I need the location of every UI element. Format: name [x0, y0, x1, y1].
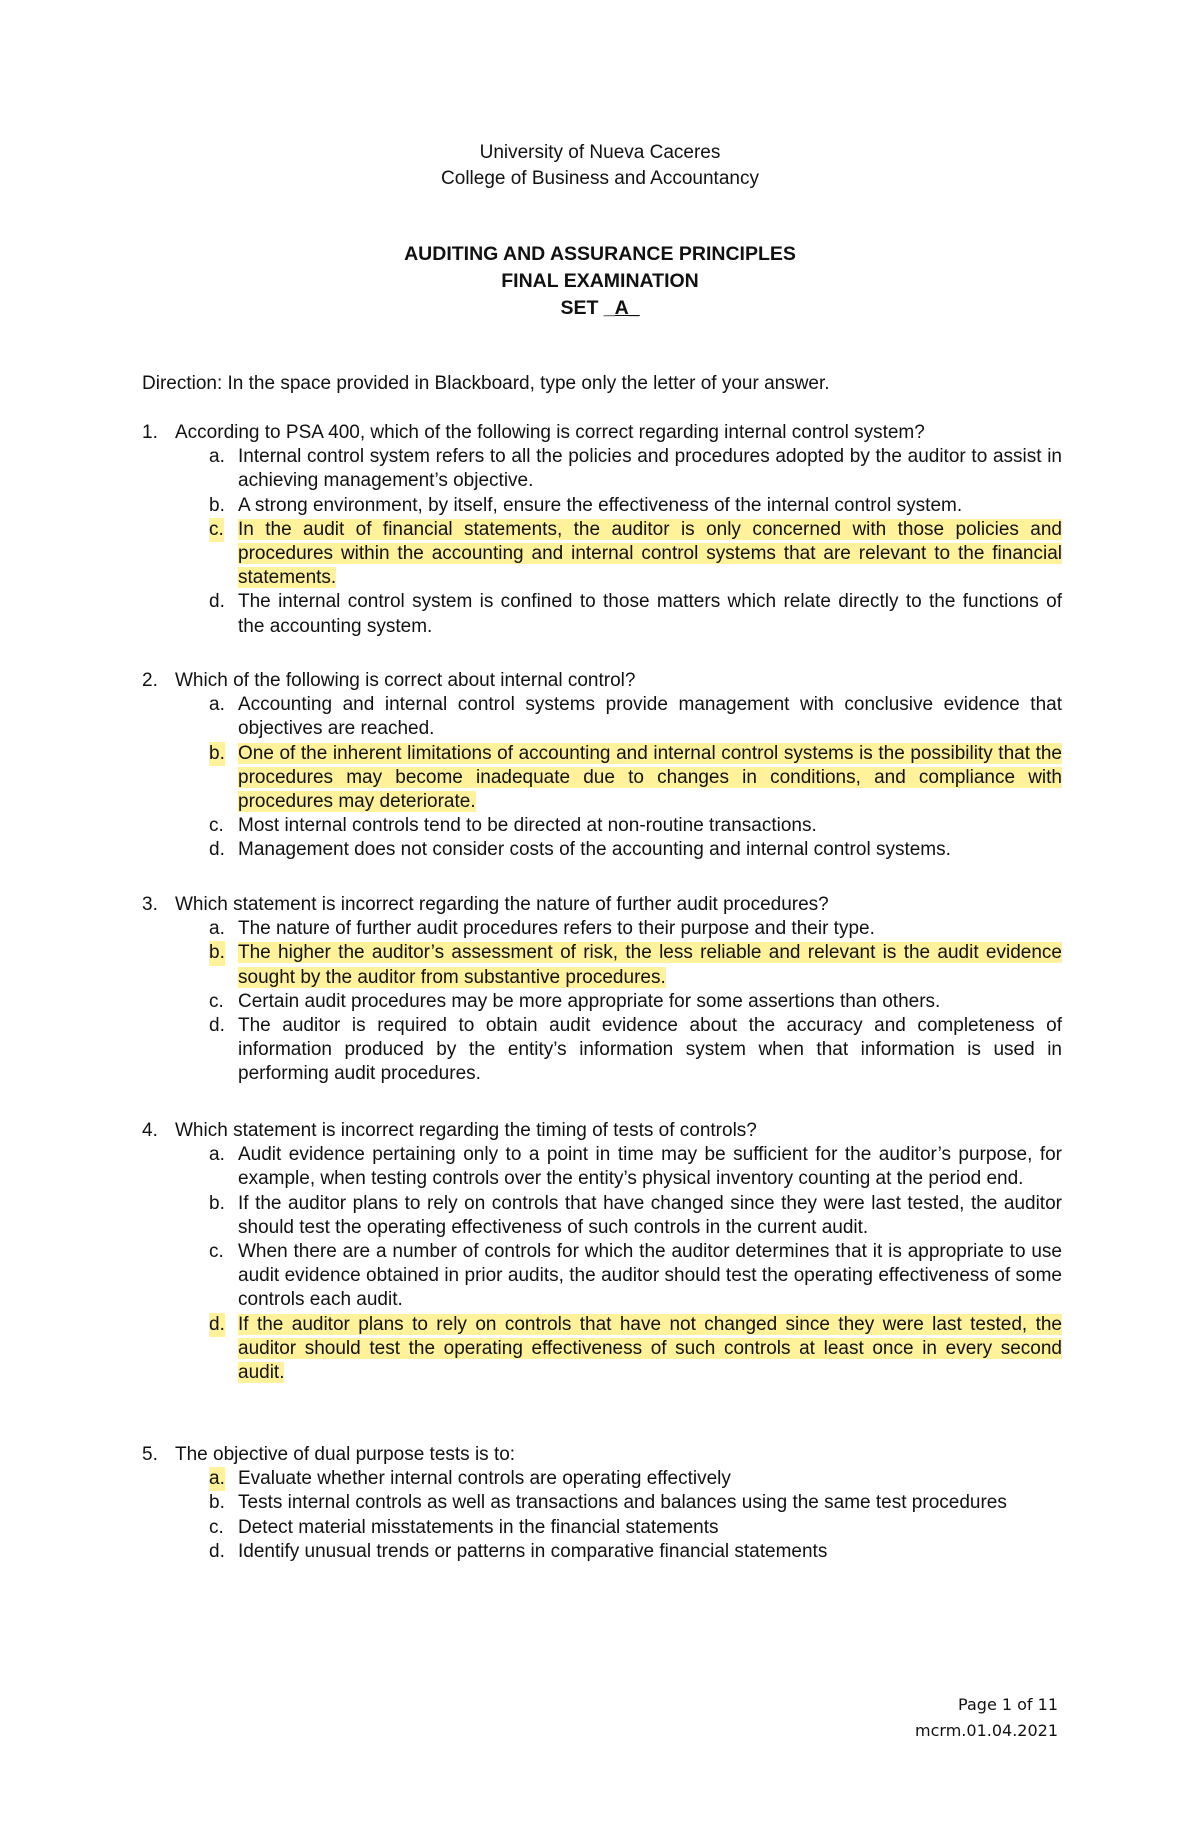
- page-number: Page 1 of 11: [958, 1695, 1058, 1714]
- option-a: [209, 445, 1062, 493]
- option-letter: d.: [209, 1313, 225, 1337]
- set-line: [0, 295, 1200, 322]
- option-letter: a.: [209, 694, 225, 716]
- option-text: Most internal controls tend to be directed at non-routine transactions.: [238, 815, 817, 837]
- document-code: mcrm.01.04.2021: [915, 1721, 1058, 1740]
- question-number: 3.: [142, 894, 158, 915]
- option-c: [209, 1516, 1062, 1540]
- option-d-highlighted: [209, 1313, 1062, 1386]
- option-a: [209, 693, 1062, 741]
- option-letter: a.: [209, 1467, 225, 1491]
- option-text: When there are a number of controls for which the auditor determines that it is appropriate to use audit evidence obtained in prior audits, the auditor should test the operating effectiveness of some controls each audit.: [238, 1241, 1062, 1311]
- option-b-highlighted: [209, 941, 1062, 989]
- question-text: Which statement is incorrect regarding the nature of further audit procedures?: [175, 894, 829, 915]
- option-text: Internal control system refers to all the policies and procedures adopted by the auditor to assist in achieving management’s objective.: [238, 446, 1062, 492]
- question-5: [142, 1443, 1062, 1564]
- question-text: Which statement is incorrect regarding the timing of tests of controls?: [175, 1120, 757, 1141]
- question-text: The objective of dual purpose tests is to:: [175, 1444, 516, 1465]
- question-stem: [142, 669, 1062, 693]
- option-text: Management does not consider costs of the accounting and internal control systems.: [238, 839, 951, 861]
- question-number: 2.: [142, 670, 158, 691]
- option-d: [209, 1014, 1062, 1087]
- option-letter: c.: [209, 990, 224, 1012]
- option-d: [209, 838, 1062, 862]
- option-letter: d.: [209, 1540, 225, 1562]
- question-number: 1.: [142, 422, 158, 443]
- option-letter: d.: [209, 591, 225, 613]
- option-d: [209, 590, 1062, 638]
- option-text: Audit evidence pertaining only to a point in time may be sufficient for the auditor’s purpose, for example, when testing controls over the entity’s physical inventory counting at the period end.: [238, 1144, 1062, 1190]
- option-letter: b.: [209, 494, 225, 516]
- option-text: Evaluate whether internal controls are operating effectively: [238, 1468, 731, 1490]
- option-letter: b.: [209, 1192, 225, 1214]
- course-title: AUDITING AND ASSURANCE PRINCIPLES: [404, 243, 796, 265]
- option-text: A strong environment, by itself, ensure the effectiveness of the internal control system.: [238, 494, 963, 516]
- option-c-highlighted: [209, 518, 1062, 591]
- question-stem: [142, 893, 1062, 917]
- option-text: Accounting and internal control systems provide management with conclusive evidence that objectives are reached.: [238, 694, 1062, 740]
- option-letter: a.: [209, 1144, 225, 1166]
- option-letter: b.: [209, 941, 225, 965]
- set-value: A_: [614, 297, 640, 319]
- option-letter: a.: [209, 446, 225, 468]
- question-stem: [142, 1443, 1062, 1467]
- option-c: [209, 814, 1062, 838]
- question-number: 4.: [142, 1120, 158, 1141]
- question-3: [142, 893, 1062, 1087]
- option-c: [209, 990, 1062, 1014]
- option-letter: c.: [209, 518, 224, 542]
- option-letter: b.: [209, 1492, 225, 1514]
- option-b: [209, 1491, 1062, 1515]
- option-letter: c.: [209, 1241, 224, 1263]
- question-stem: [142, 421, 1062, 445]
- question-2: [142, 669, 1062, 863]
- option-text: The higher the auditor’s assessment of risk, the less reliable and relevant is the audit evidence sought by the auditor from substantive procedures.: [238, 942, 1062, 988]
- option-text: Identify unusual trends or patterns in comparative financial statements: [238, 1540, 828, 1562]
- header-university: University of Nueva Caceres: [479, 142, 721, 163]
- option-a: [209, 1143, 1062, 1191]
- set-label: SET _: [560, 297, 615, 319]
- exam-title: FINAL EXAMINATION: [501, 270, 699, 292]
- option-text: If the auditor plans to rely on controls that have changed since they were last tested, the auditor should test the operating effectiveness of such controls in the current audit.: [238, 1192, 1062, 1238]
- question-text: Which of the following is correct about internal control?: [175, 670, 636, 691]
- option-letter: a.: [209, 918, 225, 940]
- option-letter: d.: [209, 839, 225, 861]
- option-text: One of the inherent limitations of accounting and internal control systems is the possibility that the procedures may become inadequate due to changes in conditions, and compliance with procedures may deteriorate.: [238, 742, 1062, 813]
- question-4: [142, 1119, 1062, 1385]
- option-letter: b.: [209, 742, 225, 766]
- option-letter: c.: [209, 815, 224, 837]
- option-a: [209, 1467, 1062, 1491]
- question-1: [142, 421, 1062, 639]
- option-a: [209, 917, 1062, 941]
- question-stem: [142, 1119, 1062, 1143]
- option-text: If the auditor plans to rely on controls that have not changed since they were last tested, the auditor should test the operating effectiveness of such controls at least once in every second audit.: [238, 1313, 1062, 1384]
- option-d: [209, 1540, 1062, 1564]
- direction-text: Direction: In the space provided in Blackboard, type only the letter of your answer.: [142, 373, 830, 394]
- option-text: Certain audit procedures may be more appropriate for some assertions than others.: [238, 990, 941, 1012]
- option-text: In the audit of financial statements, the auditor is only concerned with those policies and procedures within the accounting and internal control systems that are relevant to the financial statements.: [238, 518, 1062, 589]
- option-c: [209, 1240, 1062, 1313]
- option-letter: d.: [209, 1015, 225, 1037]
- option-b: [209, 1192, 1062, 1240]
- question-number: 5.: [142, 1444, 158, 1465]
- option-text: The nature of further audit procedures refers to their purpose and their type.: [238, 918, 875, 940]
- option-text: Tests internal controls as well as transactions and balances using the same test procedures: [238, 1492, 1007, 1514]
- header-college: College of Business and Accountancy: [441, 168, 759, 189]
- option-letter: c.: [209, 1516, 224, 1538]
- option-text: Detect material misstatements in the financial statements: [238, 1516, 719, 1538]
- option-text: The auditor is required to obtain audit evidence about the accuracy and completeness of information produced by the entity’s information system when that information is used in performing audit procedures.: [238, 1015, 1062, 1085]
- option-b-highlighted: [209, 742, 1062, 815]
- option-b: [209, 494, 1062, 518]
- option-text: The internal control system is confined to those matters which relate directly to the functions of the accounting system.: [238, 591, 1062, 637]
- question-text: According to PSA 400, which of the following is correct regarding internal control system?: [175, 422, 925, 443]
